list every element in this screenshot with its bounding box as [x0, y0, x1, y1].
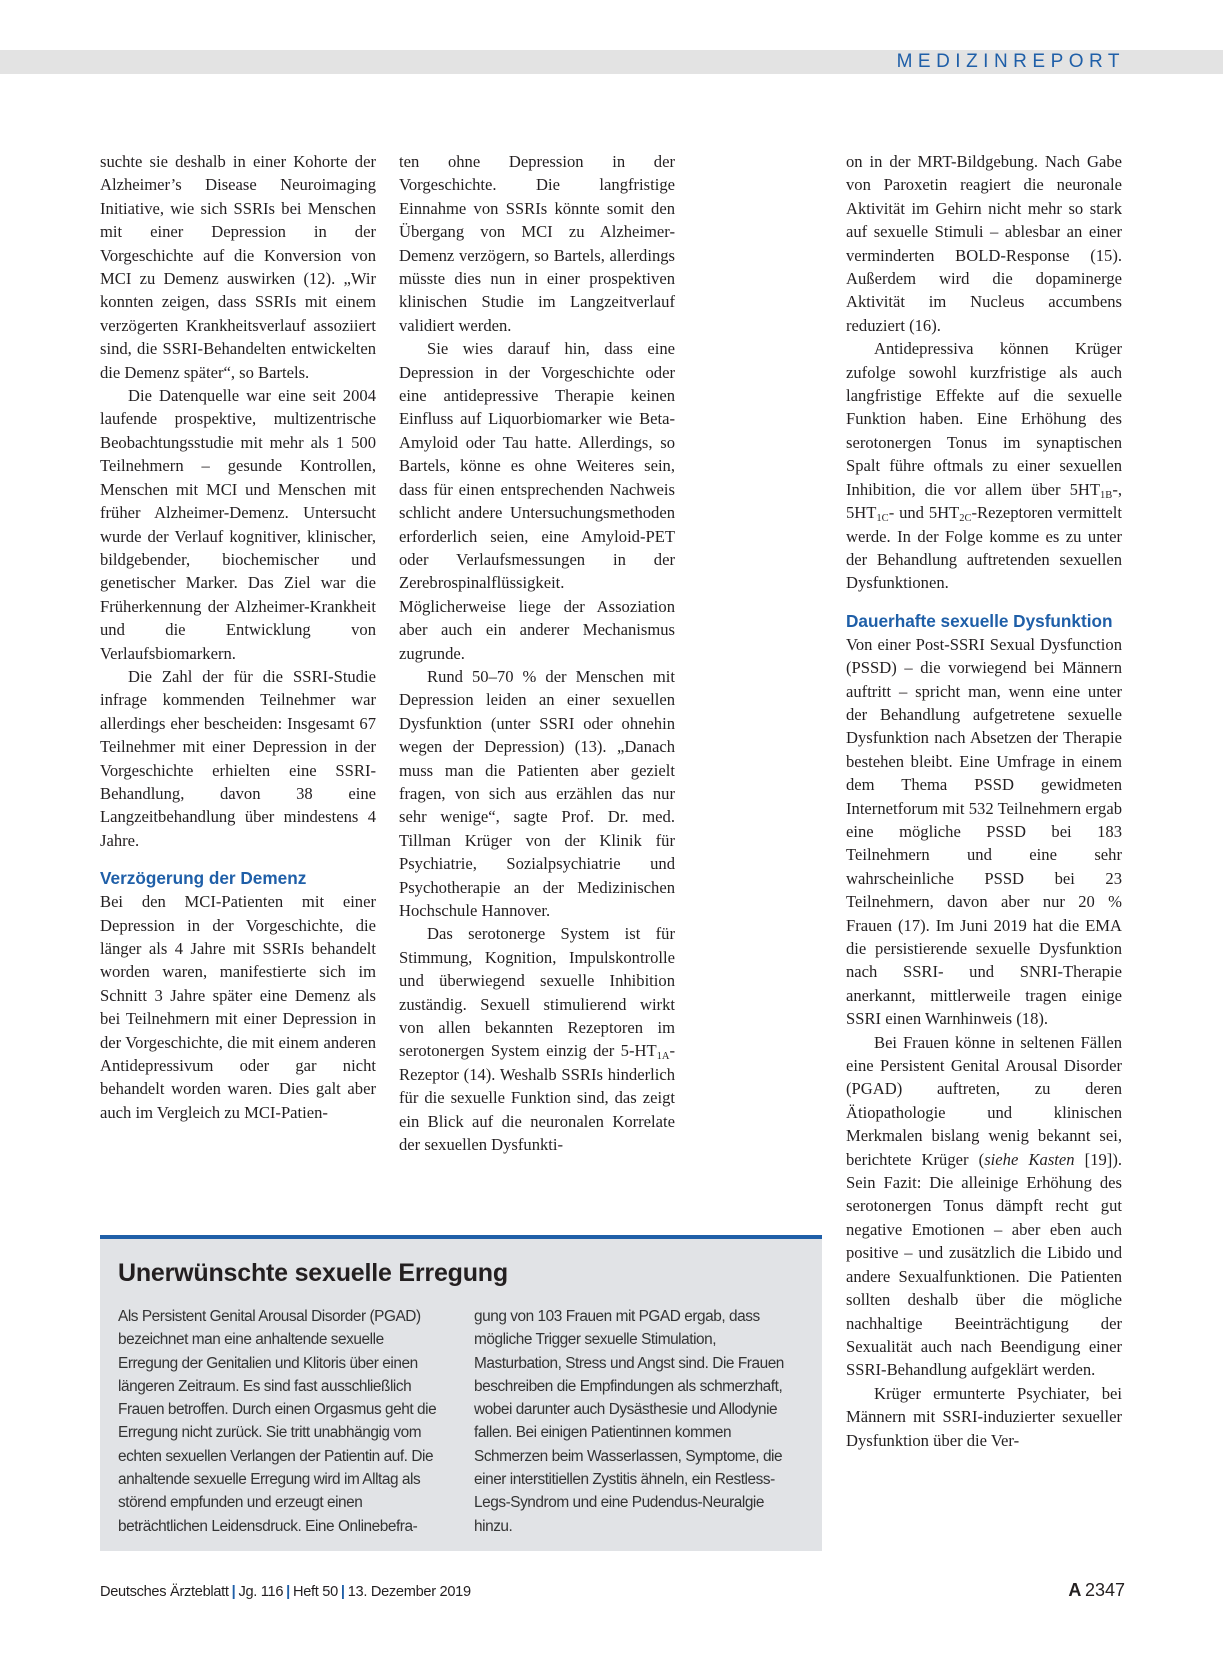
paragraph: Krüger ermunterte Psychiater, bei Männern mit SSRI-induzierter sexueller Dysfunktion über die Ver-: [846, 1383, 1122, 1450]
journal-volume: Jg. 116: [238, 1584, 284, 1600]
subheading: Dauerhafte sexuelle Dysfunktion: [846, 610, 1113, 631]
info-box-column-2: gung von 103 Frauen mit PGAD ergab, dass mögliche Trigger sexuelle Stimulation, Masturbation, Stress und Angst sind. Die Frauen beschreiben die Empfindungen als schmerzhaft, wobei darunter auch Dysästhesie und Allodynie fallen. Bei einigen Patientinnen kommen Schmerzen beim Wasserlassen, Symptome, die einer interstitiellen Zystitis ähneln, ein Restless-Legs-Syndrom und eine Pudendus-Neuralgie hinzu.: [474, 1308, 784, 1535]
text-run: Bei Frauen könne in seltenen Fällen eine Persistent Genital Arousal Disorder (PGAD) auftreten, zu deren Ätiopathologie und klinischen Merkmalen bislang wenig bekannt sei, berichtete Krüger (: [846, 1032, 1122, 1169]
paragraph: Rund 50–70 % der Menschen mit Depression leiden an einer sexuellen Dysfunktion (unter SSRI oder ohnehin wegen der Depression) (13). „Danach muss man die Patienten aber gezielt fragen, von sich aus erzählen das nur sehr wenige“, sagte Prof. Dr. med. Tillman Krüger von der Klinik für Psychiatrie, Sozialpsychiatrie und Psychotherapie an der Medizinischen Hochschule Hannover.: [399, 666, 675, 920]
text-run: Antidepressiva können Krüger zufolge sowohl kurzfristige als auch langfristige Effekte auf die sexuelle Funktion haben. Eine Erhöhung des serotonergen Tonus im synaptischen Spalt führe oftmals zu einer sexuellen Inhibition, die vor allem über 5HT: [846, 339, 1122, 499]
page-number: [1068, 1580, 1125, 1601]
text-run: Das serotonerge System ist für Stimmung, Kognition, Impulskontrolle und überwiegend sexuelle Inhibition zuständig. Sexuell stimulierend wirkt von allen bekannten Rezeptoren im serotonergen System einzig der 5-HT: [399, 924, 675, 1061]
subheading: Verzögerung der Demenz: [100, 868, 307, 889]
separator: |: [286, 1584, 290, 1600]
text-column-3: [846, 150, 1122, 1452]
journal-issue: Heft 50: [292, 1584, 338, 1600]
text-run: -Rezeptoren vermittelt werde. In der Folge komme es zu unter der Behandlung auftretenden sexuellen Dysfunktionen.: [846, 503, 1122, 593]
text-run: -Rezeptor (14). Weshalb SSRIs hinderlich für die sexuelle Funktion sind, das zeigt ein Blick auf die neuronalen Korrelate der sexuellen Dysfunkti-: [399, 1041, 675, 1155]
text-column-2: [399, 150, 675, 1156]
paragraph: Die Zahl der für die SSRI-Studie infrage kommenden Teilnehmer war allerdings eher bescheiden: Insgesamt 67 Teilnehmer mit einer Depression in der Vorgeschichte erhielten eine SSRI-Behandlung, davon 38 eine Langzeitbehandlung über mindestens 4 Jahre.: [100, 666, 376, 850]
text-run: -, 5HT: [846, 479, 1122, 523]
separator: |: [231, 1584, 236, 1600]
paragraph: [846, 1031, 1122, 1382]
paragraph: ten ohne Depression in der Vorgeschichte. Die langfristige Einnahme von SSRIs könnte somit den Übergang von MCI zu Alzheimer-Demenz verzögern, so Bartels, allerdings müsste dies nun in einer prospektiven klinischen Studie im Langzeitverlauf validiert werden.: [399, 152, 675, 335]
page-number-value: 2347: [1084, 1580, 1125, 1600]
section-label: MEDIZINREPORT: [896, 51, 1125, 72]
paragraph: suchte sie deshalb in einer Kohorte der Alzheimer’s Disease Neuroimaging Initiative, wie sich SSRIs bei Menschen mit einer Depression in der Vorgeschichte auf die Konversion von MCI zu Demenz auswirken (12). „Wir konnten zeigen, dass SSRIs mit einem verzögerten Krankheitsverlauf assoziiert sind, die SSRI-Behandelten entwickelten die Demenz später“, so Bartels.: [100, 152, 376, 382]
info-box: [100, 1235, 822, 1551]
footer-citation: [100, 1584, 471, 1600]
box-reference: siehe Kasten: [984, 1149, 1075, 1169]
subscript: 1A: [656, 1051, 670, 1063]
separator: |: [340, 1584, 345, 1600]
page-prefix: A: [1068, 1580, 1082, 1600]
paragraph: [846, 337, 1122, 594]
paragraph: Sie wies darauf hin, dass eine Depression in der Vorgeschichte oder eine antidepressive Therapie keinen Einfluss auf Liquorbiomarker wie Beta-Amyloid oder Tau hatte. Allerdings, so Bartels, könne es ohne Weiteres sein, dass für einen entsprechenden Nachweis schlicht andere Untersuchungsmethoden erforderlich seien, eine Amyloid-PET oder Verlaufsmessungen in der Zerebrospinalflüssigkeit. Möglicherweise liege der Assoziation aber auch ein anderer Mechanismus zugrunde.: [399, 339, 675, 663]
paragraph: Die Datenquelle war eine seit 2004 laufende prospektive, multizentrische Beobachtungsstudie mit mehr als 1 500 Teilnehmern – gesunde Kontrollen, Menschen mit MCI und Menschen mit früher Alzheimer-Demenz. Untersucht wurde der Verlauf kognitiver, klinischer, bildgebender, biochemischer und genetischer Marker. Das Ziel war die Früherkennung der Alzheimer-Krankheit und die Entwicklung von Verlaufsbiomarkern.: [100, 386, 376, 663]
paragraph: [399, 922, 675, 1156]
issue-date: 13. Dezember 2019: [347, 1584, 471, 1600]
text-run: - und 5HT: [888, 503, 960, 523]
subscript: 1B: [1100, 489, 1113, 501]
text-run: [19]). Sein Fazit: Die alleinige Erhöhung des serotonergen Tonus dämpft recht gut negative Emotionen – aber eben auch positive – und zusätzlich die Libido und andere Sexualfunktionen. Die Patienten sollten deshalb über die mögliche nachhaltige Beeinträchtigung der Sexualität auch nach Beendigung einer SSRI-Behandlung aufgeklärt werden.: [846, 1149, 1123, 1380]
info-box-column-1: Als Persistent Genital Arousal Disorder (PGAD) bezeichnet man eine anhaltende sexuelle Erregung der Genitalien und Klitoris über einen längeren Zeitraum. Es sind fast ausschließlich Frauen betroffen. Durch einen Orgasmus geht die Erregung nicht zurück. Sie tritt unabhängig vom echten sexuellen Verlangen der Patientin auf. Die anhaltende sexuelle Erregung wird im Alltag als störend empfunden und erzeugt einen beträchtlichen Leidensdruck. Eine Onlinebefra-: [118, 1308, 437, 1535]
subscript: 2C: [959, 513, 972, 525]
journal-name: Deutsches Ärzteblatt: [100, 1584, 229, 1600]
text-column-1: [100, 150, 376, 1124]
info-box-title: Unerwünschte sexuelle Erregung: [118, 1259, 508, 1287]
paragraph: Von einer Post-SSRI Sexual Dysfunction (PSSD) – die vorwiegend bei Männern auftritt – spricht man, wenn eine unter der Behandlung aufgetretene sexuelle Dysfunktion nach Absetzen der Therapie bestehen bleibt. Eine Umfrage in einem dem Thema PSSD gewidmeten Internetforum mit 532 Teilnehmern ergab eine mögliche PSSD bei 183 Teilnehmern und eine sehr wahrscheinliche PSSD bei 23 Teilnehmern, davon aber nur 20 % Frauen (17). Im Juni 2019 hat die EMA die persistierende sexuelle Dysfunktion nach SSRI- und SNRI-Therapie anerkannt, mittlerweile tragen einige SSRI einen Warnhinweis (18).: [846, 634, 1122, 1029]
paragraph: Bei den MCI-Patienten mit einer Depression in der Vorgeschichte, die länger als 4 Jahre mit SSRIs behandelt worden waren, manifestierte sich im Schnitt 3 Jahre später eine Demenz als bei Teilnehmern mit einer Depression in der Vorgeschichte, die mit einem anderen Antidepressivum oder gar nicht behandelt worden waren. Dies galt aber auch im Vergleich zu MCI-Patien-: [100, 892, 376, 1122]
paragraph: on in der MRT-Bildgebung. Nach Gabe von Paroxetin reagiert die neuronale Aktivität im Gehirn nicht mehr so stark auf sexuelle Stimuli – ablesbar an einer verminderten BOLD-Response (15). Außerdem wird die dopaminerge Aktivität im Nucleus accumbens reduziert (16).: [846, 152, 1122, 335]
subscript: 1C: [876, 513, 889, 525]
